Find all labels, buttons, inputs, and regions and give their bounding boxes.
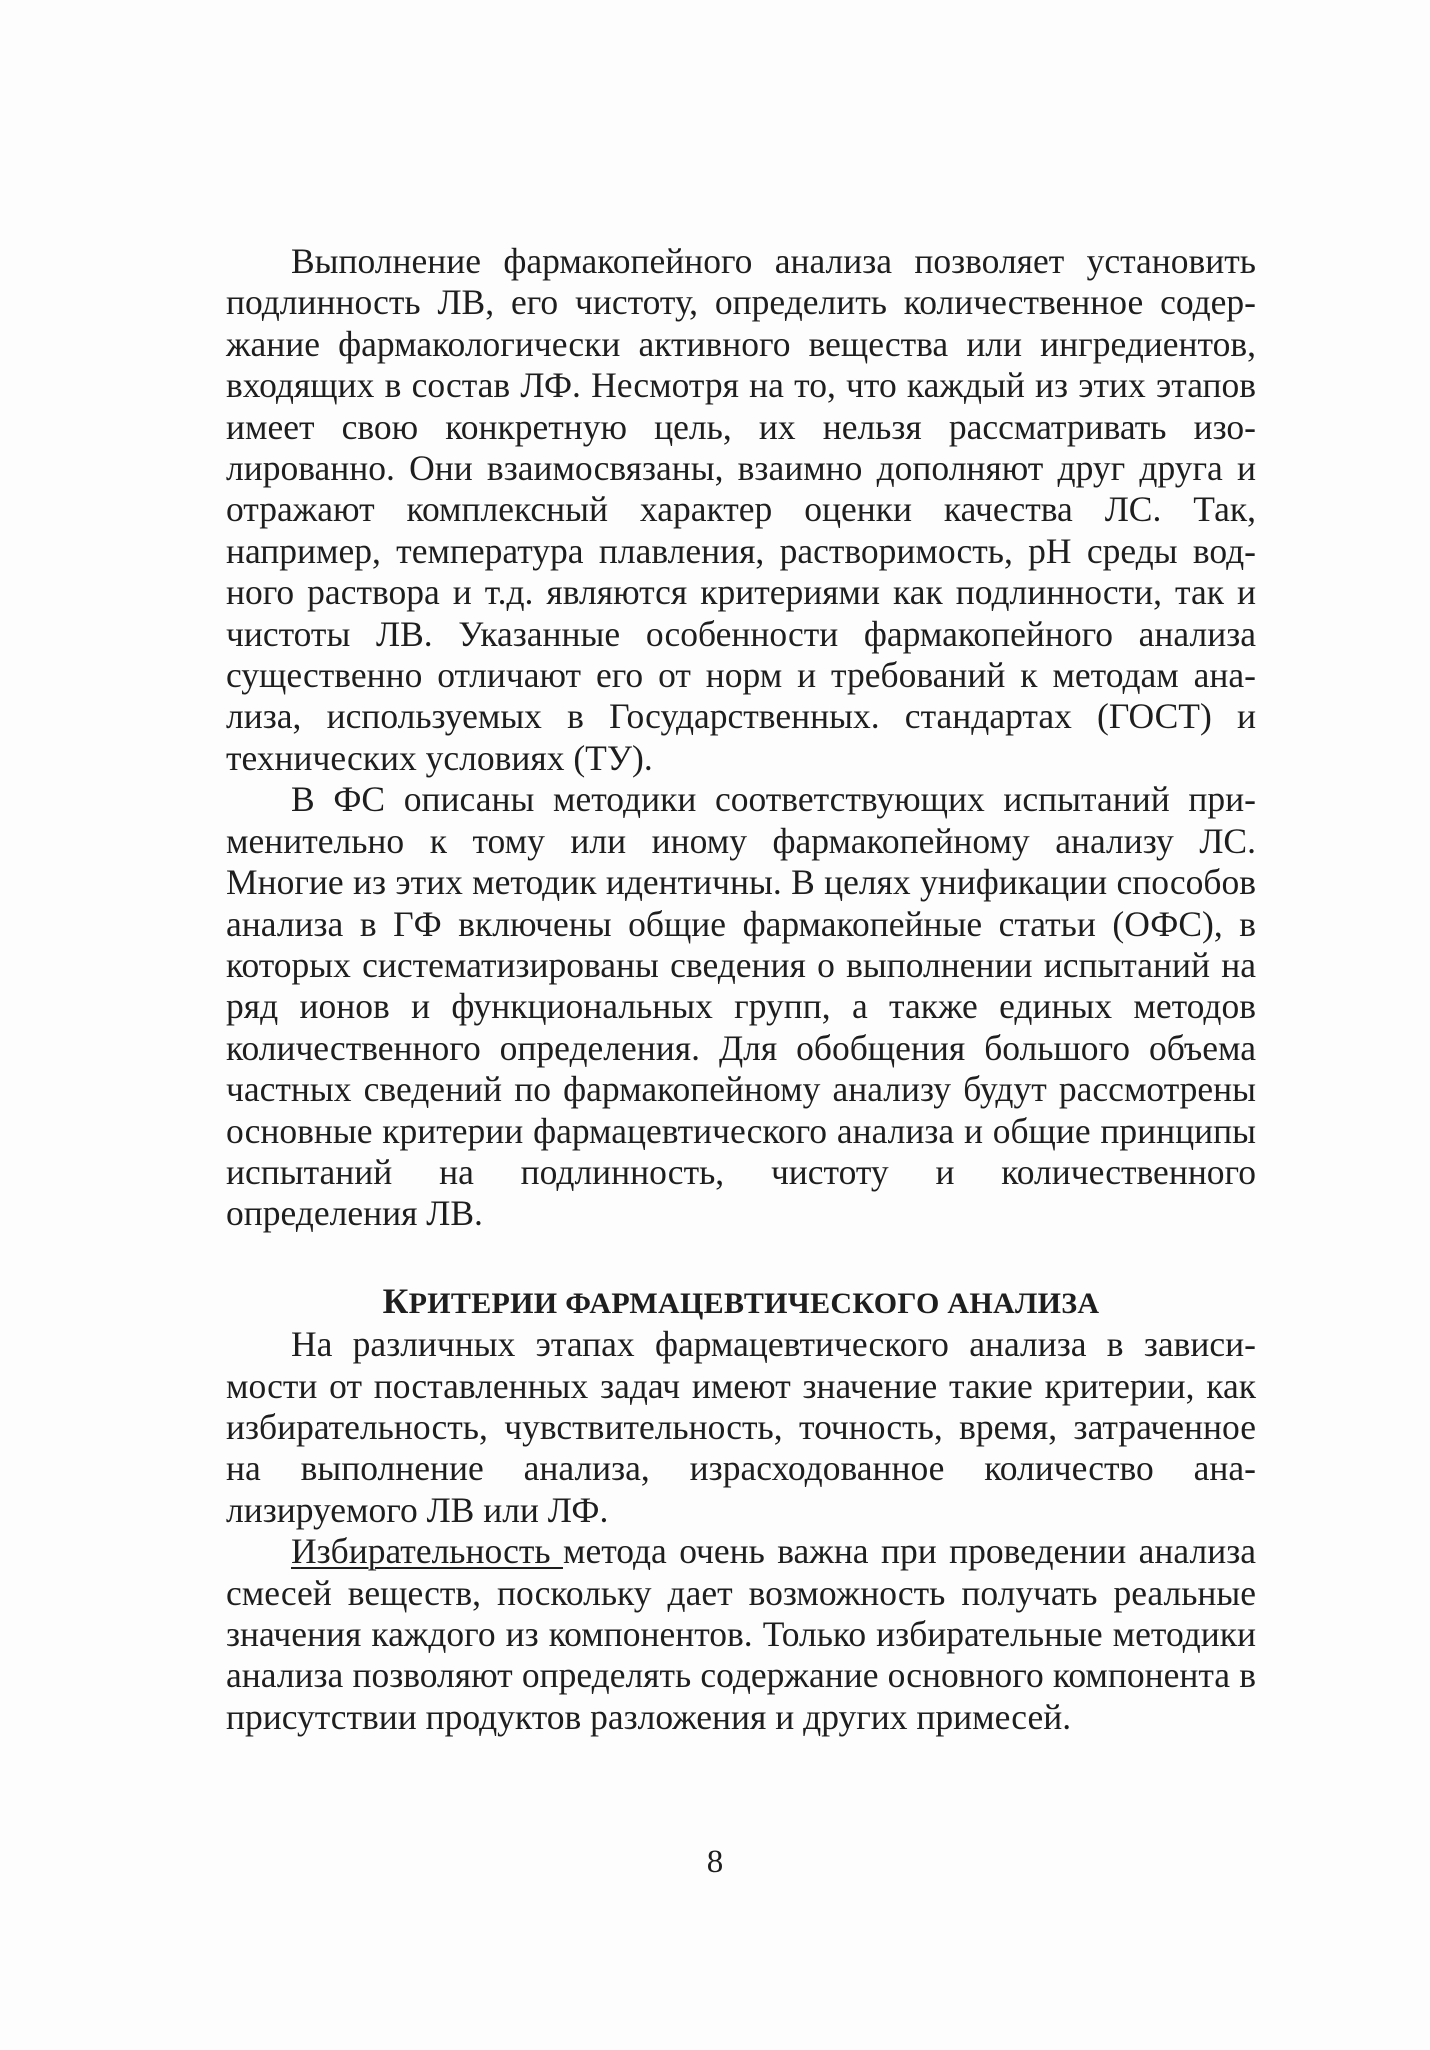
page-number: 8 bbox=[706, 1844, 724, 1880]
selectivity-term: Избирательность bbox=[291, 1531, 563, 1572]
paragraph-selectivity bbox=[226, 1531, 1256, 1738]
section-heading-text: РИТЕРИИ ФАРМАЦЕВТИЧЕСКОГО АНАЛИЗА bbox=[408, 1286, 1100, 1320]
page-body bbox=[226, 241, 1256, 1738]
section-heading-initial: К bbox=[382, 1280, 409, 1321]
section-heading bbox=[226, 1281, 1256, 1324]
paragraph-fs-methods: В ФС описаны методики соответствующих испытаний применительно к тому или иному фармакопейному анализу ЛС. Многие из этих методик идентичны. В целях унификации способов анализа в ГФ включены общие фармакопейные статьи (ОФС), в которых систематизированы сведения о выполнении испытаний на ряд ионов и функциональных групп, а также единых методов количественного определения. Для обобщения большого объема частных сведений по фармакопейному анализу будут рассмотрены основные критерии фармацевтического анализа и общие принципы испытаний на подлинность, чистоту и количественного определения ЛВ. bbox=[226, 779, 1256, 1234]
selectivity-text: метода очень важна при проведении анализа смесей веществ, поскольку дает возможность получать реальные значения каждого из компонентов. Только избирательные методики анализа позволяют определять содержание основного компонента в присутствии продуктов разложения и других примесей. bbox=[226, 1531, 1256, 1737]
paragraph-analysis-criteria: На различных этапах фармацевтического анализа в зависимости от поставленных задач имеют значение такие критерии, как избирательность, чувствительность, точность, время, затраченное на выполнение анализа, израсходованное количество анализируемого ЛВ или ЛФ. bbox=[226, 1324, 1256, 1530]
paragraph-pharmacopoeia-analysis: Выполнение фармакопейного анализа позволяет установить подлинность ЛВ, его чистоту, определить количественное содержание фармакологически активного вещества или ингредиентов, входящих в состав ЛФ. Несмотря на то, что каждый из этих этапов имеет свою конкретную цель, их нельзя рассматривать изолированно. Они взаимосвязаны, взаимно дополняют друг друга и отражают комплексный характер оценки качества ЛС. Так, например, температура плавления, растворимость, pH среды водного раствора и т.д. являются критериями как подлинности, так и чистоты ЛВ. Указанные особенности фармакопейного анализа существенно отличают его от норм и требований к методам анализа, используемых в Государственных. стандартах (ГОСТ) и технических условиях (ТУ). bbox=[226, 241, 1256, 778]
